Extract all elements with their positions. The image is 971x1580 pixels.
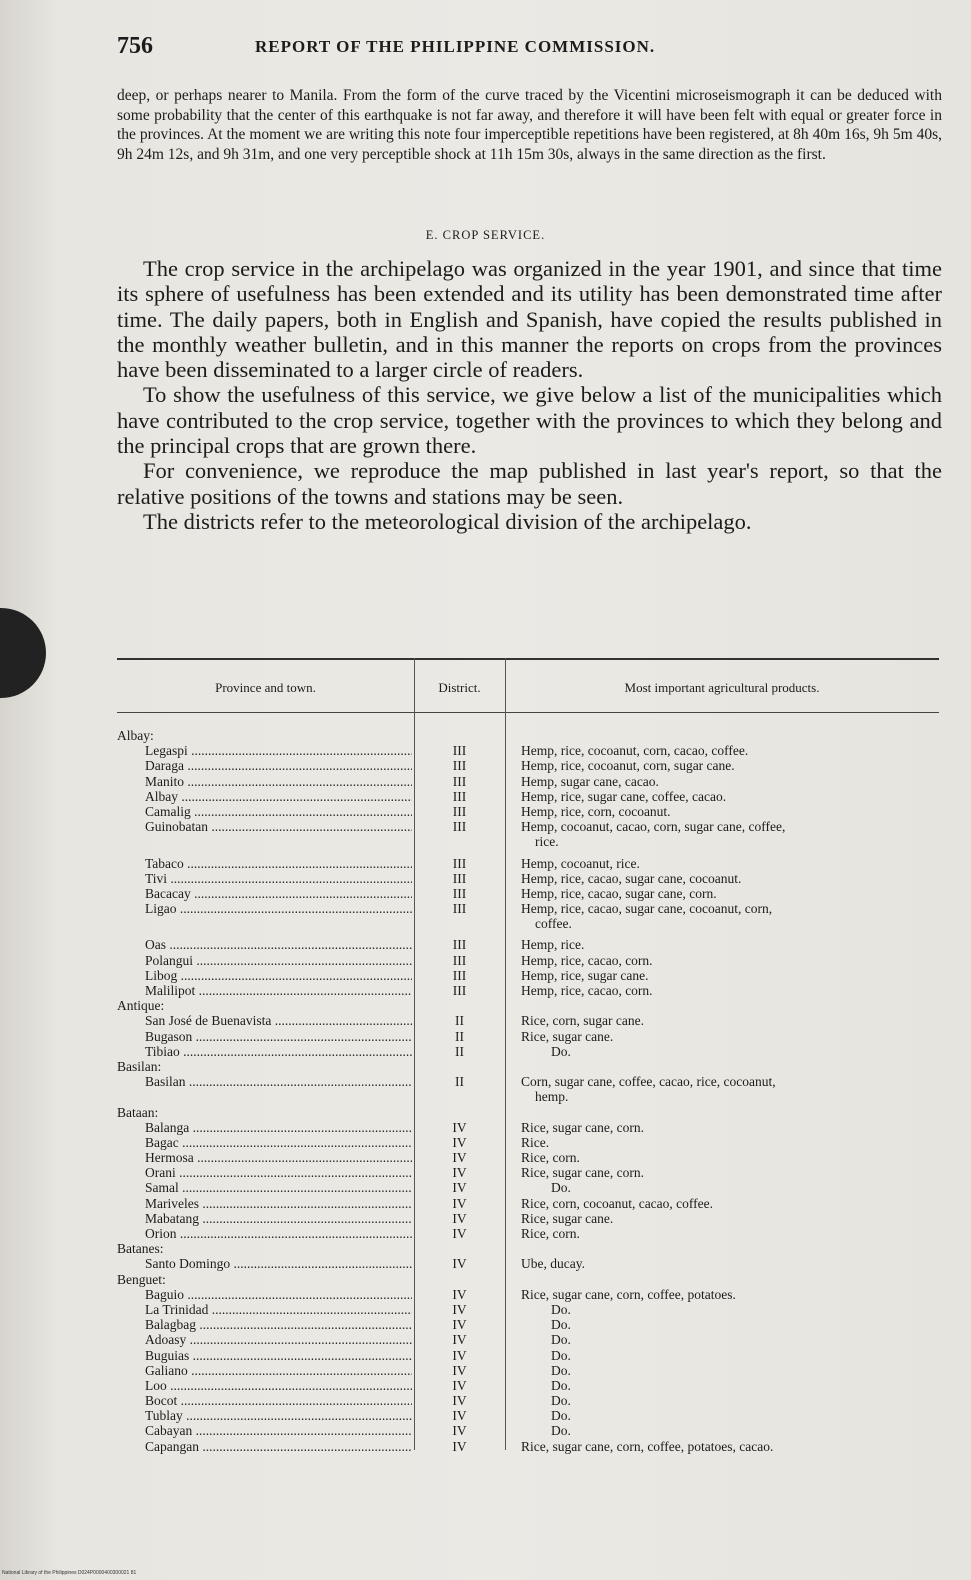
province-row [117,1059,939,1074]
province-name: Albay: [117,728,154,743]
town-name: Hermosa ..... [145,1150,412,1165]
town-name: Camalig ..... [145,804,412,819]
products-cell: Hemp, rice, corn, cocoanut. [521,803,671,819]
products-cell: Rice, sugar cane, corn. [521,1165,644,1181]
products-cell: Rice, sugar cane. [521,1210,614,1226]
table-row [117,1044,939,1059]
town-name: Balanga ..... [145,1120,412,1135]
town-name: Bugason ..... [145,1029,412,1044]
table-row [117,901,939,916]
district-cell: III [452,870,467,886]
district-cell: IV [452,1134,467,1150]
town-name: Adoasy ..... [145,1332,412,1347]
products-cell: Rice, corn. [521,1226,580,1241]
district-cell: IV [452,1150,467,1166]
province-row [117,728,939,743]
column-header-products: Most important agricultural products. [624,680,820,695]
table-row [117,937,939,952]
products-cell: Do. [551,1301,571,1317]
town-name: Mabatang ..... [145,1211,412,1226]
district-cell: II [455,1043,464,1059]
products-cell: Do. [551,1317,571,1333]
town-name: Bacacay ..... [145,886,412,901]
town-name: Guinobatan ..... [145,819,412,834]
page-header [117,33,939,59]
products-cell: Rice, sugar cane, corn, coffee, potatoes, cacao. [521,1438,774,1454]
town-name: Loo ..... [145,1378,412,1393]
district-cell: III [452,855,467,871]
products-cell: Hemp, rice, sugar cane. [521,967,649,983]
town-name: San José de Buenavista ..... [145,1013,412,1028]
town-name: Baguio ..... [145,1287,412,1302]
table-row [117,1120,939,1135]
district-cell: IV [452,1377,467,1393]
products-cell: Rice, sugar cane. [521,1028,614,1044]
products-cell: Do. [551,1180,571,1196]
products-cell: Rice, corn, sugar cane. [521,1013,644,1029]
products-cell: Corn, sugar cane, coffee, cacao, rice, cocoanut, [521,1074,776,1090]
town-name: Buguias ..... [145,1348,412,1363]
table-header-rule [117,712,939,713]
products-cell: Hemp, rice, cacao, corn. [521,952,653,968]
town-name: Tublay ..... [145,1408,412,1423]
province-name: Antique: [117,998,165,1014]
products-cell: Rice, corn. [521,1150,580,1166]
table-row [117,1226,939,1241]
district-cell: III [452,937,467,953]
products-cell: Hemp, rice, cacao, corn. [521,983,653,998]
crop-table [117,658,939,1454]
products-cell: Do. [551,1362,571,1378]
table-row [117,1150,939,1165]
district-cell: III [452,819,467,835]
table-row [117,743,939,758]
products-continuation: hemp. [535,1089,569,1105]
column-header-district: District. [438,680,481,695]
table-row [117,1211,939,1226]
town-name: Cabayan ..... [145,1423,412,1438]
products-cell: Hemp, cocoanut, cacao, corn, sugar cane, coffee, [521,819,786,835]
products-cell: Do. [551,1408,571,1424]
town-name: Tivi ..... [145,871,412,886]
table-row [117,871,939,886]
continuation-row [117,1089,939,1104]
products-cell: Hemp, rice, cacao, sugar cane, cocoanut. [521,870,742,886]
paragraph: To show the usefulness of this service, we give below a list of the municipalities which have contributed to the crop service, together with the provinces to which they belong and the principal crops that are grown there. [117,382,942,459]
products-cell: Hemp, rice, cacao, sugar cane, cocoanut, corn, [521,901,773,917]
town-name: Libog ..... [145,968,412,983]
table-row [117,968,939,983]
district-cell: IV [452,1256,467,1272]
products-cell: Hemp, rice, cocoanut, corn, cacao, coffee. [521,743,749,759]
district-cell: IV [452,1195,467,1211]
table-row [117,789,939,804]
district-cell: III [452,743,467,759]
district-cell: IV [452,1408,467,1424]
town-name: Basilan ..... [145,1074,412,1089]
table-row [117,1317,939,1332]
town-name: Orani ..... [145,1165,412,1180]
town-name: Santo Domingo ..... [145,1256,412,1271]
district-cell: III [452,967,467,983]
products-cell: Rice, sugar cane, corn, coffee, potatoes. [521,1286,736,1302]
table-row [117,1165,939,1180]
district-cell: IV [452,1393,467,1409]
district-cell: IV [452,1332,467,1348]
running-head: REPORT OF THE PHILIPPINE COMMISSION. [255,37,656,56]
district-cell: IV [452,1210,467,1226]
products-cell: Hemp, cocoanut, rice. [521,855,640,871]
table-row [117,1423,939,1438]
district-cell: IV [452,1301,467,1317]
town-name: Orion ..... [145,1226,412,1241]
products-cell: Hemp, rice, sugar cane, coffee, cacao. [521,788,727,804]
province-name: Benguet: [117,1271,166,1287]
town-name: Bagac ..... [145,1135,412,1150]
table-top-rule [117,658,939,660]
table-row [117,1256,939,1271]
district-cell: III [452,983,467,998]
town-name: Malilipot ..... [145,983,412,998]
district-cell: II [455,1013,464,1029]
products-cell: Rice, sugar cane, corn. [521,1119,644,1135]
town-name: Capangan ..... [145,1439,412,1454]
town-name: La Trinidad ..... [145,1302,412,1317]
district-cell: II [455,1074,464,1090]
town-name: Bocot ..... [145,1393,412,1408]
table-row [117,1332,939,1347]
district-cell: IV [452,1180,467,1196]
table-row [117,819,939,834]
town-name: Albay ..... [145,789,412,804]
district-cell: IV [452,1362,467,1378]
district-cell: IV [452,1347,467,1363]
province-row [117,1272,939,1287]
products-cell: Hemp, rice, cacao, sugar cane, corn. [521,885,717,901]
table-row [117,1029,939,1044]
district-cell: IV [452,1165,467,1181]
products-cell: Do. [551,1423,571,1439]
table-row [117,1408,939,1423]
table-row [117,1135,939,1150]
province-name: Basilan: [117,1058,162,1074]
town-name: Tabaco ..... [145,856,412,871]
town-name: Oas ..... [145,937,412,952]
continuation-row [117,834,939,849]
paragraph: The districts refer to the meteorological division of the archipelago. [143,508,752,534]
province-row [117,1105,939,1120]
district-cell: IV [452,1423,467,1439]
products-continuation: coffee. [535,916,572,932]
table-row [117,1393,939,1408]
town-name: Balagbag ..... [145,1317,412,1332]
district-cell: IV [452,1286,467,1302]
town-name: Mariveles ..... [145,1196,412,1211]
town-name: Ligao ..... [145,901,412,916]
district-cell: III [452,758,467,774]
town-name: Polangui ..... [145,953,412,968]
products-cell: Do. [551,1377,571,1393]
district-cell: IV [452,1226,467,1241]
district-cell: III [452,901,467,917]
table-row [117,1348,939,1363]
intro-paragraph: deep, or perhaps nearer to Manila. From the form of the curve traced by the Vicentini microseismograph it can be deduced with some probability that the center of this earthquake is not far away, and therefore it will have been felt with equal or greater force in the provinces. At the moment we are writing this note four imperceptible repetitions have been registered, at 8h 40m 16s, 9h 5m 40s, 9h 24m 12s, and 9h 31m, and one very perceptible shock at 11h 15m 30s, always in the same direction as the first. [117,87,942,163]
table-row [117,1180,939,1195]
district-cell: III [452,803,467,819]
table-row [117,1439,939,1454]
town-name: Daraga ..... [145,758,412,773]
district-cell: III [452,788,467,804]
table-body [117,728,939,1454]
table-row [117,1363,939,1378]
district-cell: IV [452,1438,467,1454]
province-row [117,1241,939,1256]
province-name: Batanes: [117,1241,164,1257]
continuation-row [117,916,939,931]
column-header-province: Province and town. [215,680,316,695]
province-row [117,998,939,1013]
binder-clip-shadow [0,608,46,698]
table-row [117,886,939,901]
table-row [117,953,939,968]
products-cell: Rice. [521,1134,550,1150]
products-cell: Do. [551,1393,571,1409]
table-row [117,1378,939,1393]
products-cell: Do. [551,1347,571,1363]
district-cell: IV [452,1119,467,1135]
paragraph: The crop service in the archipelago was organized in the year 1901, and since that time its sphere of usefulness has been extended and its utility has been demonstrated time after time. The daily papers, both in English and Spanish, have copied the results published in the monthly weather bulletin, and in this manner the reports on crops from the provinces have been disseminated to a larger circle of readers. [117,256,942,383]
town-name: Tibiao ..... [145,1044,412,1059]
page-number: 756 [117,33,153,59]
table-row [117,804,939,819]
district-cell: III [452,885,467,901]
district-cell: III [452,952,467,968]
district-cell: III [452,773,467,789]
products-cell: Do. [551,1043,571,1059]
district-cell: II [455,1028,464,1044]
table-row [117,856,939,871]
table-row [117,774,939,789]
town-name: Manito ..... [145,774,412,789]
town-name: Legaspi ..... [145,743,412,758]
products-cell: Hemp, rice. [521,937,585,953]
province-name: Bataan: [117,1104,159,1120]
products-cell: Hemp, rice, cocoanut, corn, sugar cane. [521,758,735,774]
paragraph: For convenience, we reproduce the map published in last year's report, so that the relative positions of the towns and stations may be seen. [117,458,942,509]
products-cell: Ube, ducay. [521,1256,585,1272]
table-row [117,1074,939,1089]
products-cell: Hemp, sugar cane, cacao. [521,773,659,789]
table-row [117,1196,939,1211]
town-name: Galiano ..... [145,1363,412,1378]
products-cell: Do. [551,1332,571,1348]
body-text [117,256,942,534]
table-row [117,1302,939,1317]
section-heading: E. CROP SERVICE. [425,228,546,242]
table-row [117,983,939,998]
products-continuation: rice. [535,834,559,850]
table-row [117,758,939,773]
scan-footer: National Library of the Philippines D024P0000400300021 81 [2,1570,137,1576]
products-cell: Rice, corn, cocoanut, cacao, coffee. [521,1195,714,1211]
town-name: Samal ..... [145,1180,412,1195]
table-row [117,1013,939,1028]
table-row [117,1287,939,1302]
district-cell: IV [452,1317,467,1333]
